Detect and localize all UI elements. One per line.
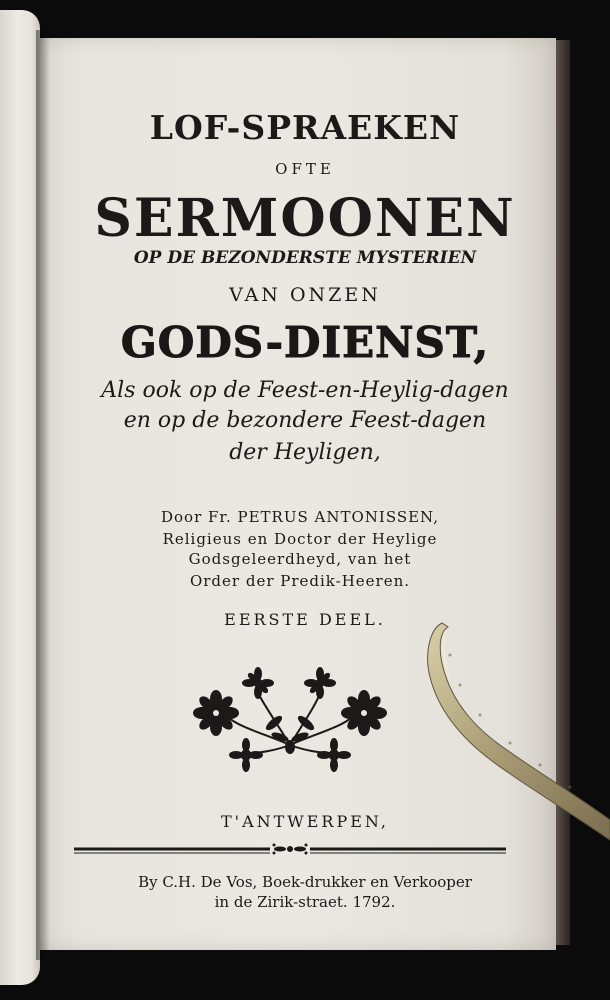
author-line-2: Religieus en Doctor der Heylige: [162, 530, 438, 548]
author-line-1: Door Fr. PETRUS ANTONISSEN,: [160, 508, 439, 526]
italic-line-1: Als ook op de Feest-en-Heylig-dagen: [101, 378, 509, 403]
subtitle-line: OP DE BEZONDERSTE MYSTERIEN: [133, 248, 477, 268]
left-page-edge: [0, 10, 40, 985]
title-line-6: GODS-DIENST,: [120, 318, 490, 367]
imprint-line-2: in de Zirik-straet. 1792.: [214, 893, 396, 911]
title-line-2: OFTE: [275, 160, 335, 178]
place-of-publication: T'ANTWERPEN,: [221, 812, 389, 831]
floral-ornament: [188, 665, 398, 775]
brass-bookmark: [420, 615, 610, 855]
author-line-4: Order der Predik-Heeren.: [189, 572, 411, 590]
title-line-1: LOF-SPRAEKEN: [149, 108, 461, 147]
title-line-5: VAN ONZEN: [229, 284, 381, 306]
imprint-line-1: By C.H. De Vos, Boek-drukker en Verkooper: [138, 873, 472, 891]
main-title: SERMOONEN: [94, 188, 516, 249]
author-line-3: Godsgeleerdheyd, van het: [188, 550, 412, 568]
italic-line-2: en op de bezondere Feest-dagen: [123, 408, 487, 433]
italic-line-3: der Heyligen,: [229, 440, 381, 465]
volume-label: EERSTE DEEL.: [224, 610, 386, 629]
